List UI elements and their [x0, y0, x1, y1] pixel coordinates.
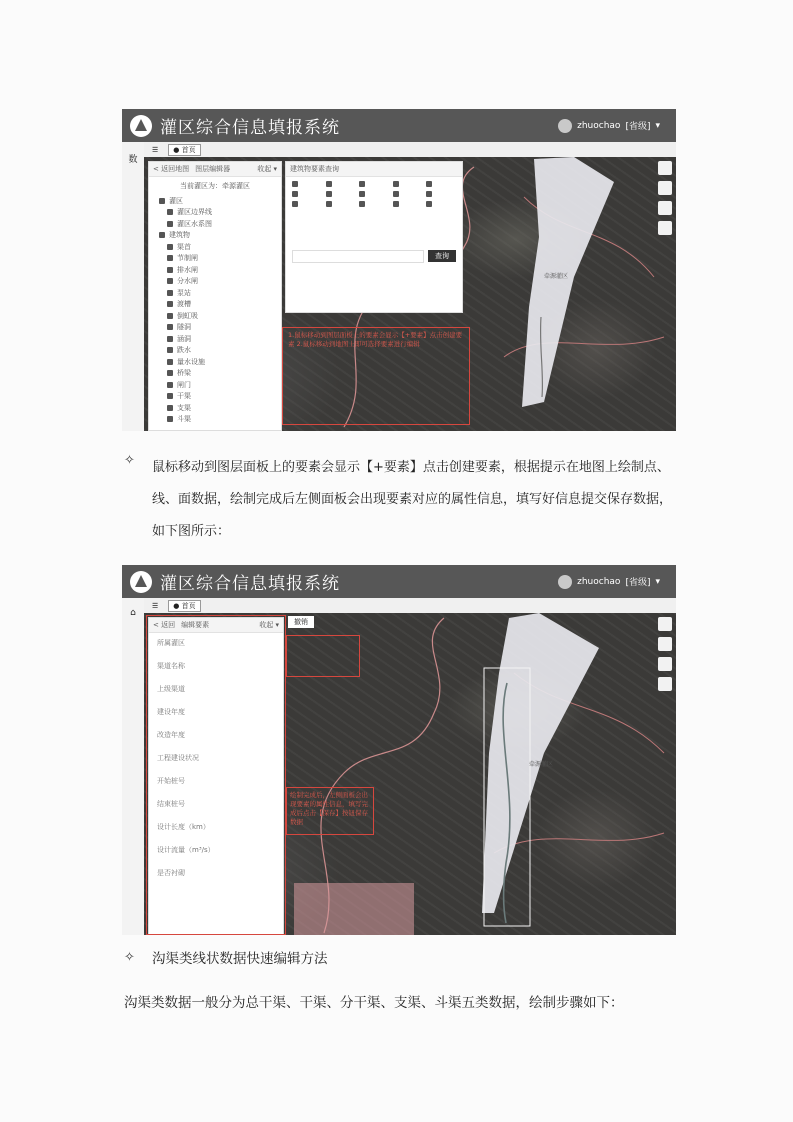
user-role: [省级]: [625, 122, 651, 132]
field-label: 建设年度: [157, 708, 185, 716]
diamond-bullet-icon: ✧: [124, 453, 135, 468]
layer-item[interactable]: 排水闸: [149, 264, 281, 276]
layer-item[interactable]: 建筑物: [149, 230, 281, 242]
current-area: 当前灌区为：牵源灌区: [180, 182, 250, 190]
username: zhuochao: [577, 120, 621, 131]
caption-1: 鼠标移动到图层面板上的要素会显示【+要素】点击创建要素，根据提示在地图上绘制点、线、面数据，绘制完成后左侧面板会出现要素对应的属性信息，填写好信息提交保存数据，如下图所示：: [152, 460, 673, 539]
map-toolbar: [658, 617, 672, 691]
layer-panel-header: [149, 162, 281, 177]
app-header: [122, 109, 676, 142]
annotation-box: [286, 635, 360, 677]
field-label: 改造年度: [157, 731, 185, 739]
layer-item[interactable]: 干渠: [149, 391, 281, 403]
map-area-label: 牵源灌区: [529, 761, 554, 768]
tab-edit-feature[interactable]: 编辑要素: [181, 621, 210, 629]
layer-item[interactable]: 渡槽: [149, 299, 281, 311]
field-label: 工程建设状况: [157, 754, 199, 762]
tab-layer-editor[interactable]: 图层编辑器: [195, 165, 231, 173]
user-menu[interactable]: [558, 575, 660, 589]
collapse-button[interactable]: 收起 ▾: [259, 621, 279, 629]
layer-item[interactable]: 桥梁: [149, 368, 281, 380]
user-role: [省级]: [625, 578, 651, 588]
layer-item[interactable]: 隧洞: [149, 322, 281, 334]
search-button[interactable]: 查询: [428, 250, 456, 262]
back-button[interactable]: < 返回: [153, 621, 176, 629]
left-nav-label: 数: [128, 155, 138, 165]
diamond-bullet-icon: ✧: [124, 950, 135, 965]
section-title: 沟渠类线状数据快速编辑方法: [152, 951, 328, 967]
layer-item[interactable]: 灌区边界线: [149, 207, 281, 219]
checkbox-icon[interactable]: [167, 221, 173, 227]
layers-icon[interactable]: [658, 201, 672, 215]
checkbox-icon[interactable]: [159, 232, 165, 238]
user-menu[interactable]: [558, 119, 660, 133]
feature-type-checkboxes: [286, 177, 462, 211]
collapse-button[interactable]: 收起 ▾: [257, 165, 277, 173]
checkbox-icon[interactable]: [159, 198, 165, 204]
app-header: [122, 565, 676, 598]
globe-icon[interactable]: [658, 617, 672, 631]
layer-item[interactable]: 灌区: [149, 195, 281, 207]
page-tabs: [144, 142, 676, 157]
grid-icon[interactable]: [658, 637, 672, 651]
layers-icon[interactable]: [658, 657, 672, 671]
layer-item[interactable]: 泵站: [149, 287, 281, 299]
annotation-box: [146, 615, 286, 935]
menu-icon[interactable]: ☰: [152, 601, 159, 610]
menu-icon[interactable]: ☰: [152, 145, 159, 154]
layer-item[interactable]: 渠首: [149, 241, 281, 253]
field-label: 所属灌区: [157, 639, 185, 647]
screenshot-edit-feature: [122, 565, 676, 935]
app-title: 灌区综合信息填报系统: [160, 574, 340, 594]
layer-item[interactable]: 跌水: [149, 345, 281, 357]
field-label: 结束桩号: [157, 800, 185, 808]
app-logo-icon: [130, 571, 152, 593]
annotation-text: 绘制完成后，左侧面板会出现要素的属性信息，填写完成后点击【保存】按钮保存数据: [290, 791, 368, 826]
app-logo-icon: [130, 115, 152, 137]
page-tabs: [144, 598, 676, 613]
layer-item[interactable]: 斗渠: [149, 414, 281, 426]
avatar: [558, 575, 572, 589]
search-input[interactable]: [292, 250, 424, 263]
chevron-down-icon: ▾: [655, 120, 660, 131]
screenshot-layer-editor: [122, 109, 676, 431]
field-label: 渠道名称: [157, 662, 185, 670]
pencil-icon[interactable]: [658, 677, 672, 691]
home-icon[interactable]: ⌂: [130, 608, 136, 618]
pencil-icon[interactable]: [658, 221, 672, 235]
left-nav[interactable]: [122, 142, 144, 431]
field-label: 设计流量（m³/s）: [157, 846, 215, 854]
back-to-map-button[interactable]: < 返回地图: [153, 165, 190, 173]
field-label: 设计长度（km）: [157, 823, 210, 831]
layer-item[interactable]: 涵洞: [149, 333, 281, 345]
tab-home[interactable]: ● 首页: [168, 600, 200, 612]
layer-item[interactable]: 灌区水系图: [149, 218, 281, 230]
layer-item[interactable]: 倒虹吸: [149, 310, 281, 322]
irrigation-area-polygon: [522, 157, 614, 407]
layer-item[interactable]: 闸门: [149, 379, 281, 391]
field-label: 上级渠道: [157, 685, 185, 693]
layer-item[interactable]: 节制闸: [149, 253, 281, 265]
avatar: [558, 119, 572, 133]
app-title: 灌区综合信息填报系统: [160, 118, 340, 138]
search-panel-title: 建筑物要素查询: [286, 162, 462, 177]
feature-search-panel: [285, 161, 463, 313]
chevron-down-icon: ▾: [655, 576, 660, 587]
layer-item[interactable]: 分水闸: [149, 276, 281, 288]
layer-item[interactable]: 支渠: [149, 402, 281, 414]
grid-icon[interactable]: [658, 181, 672, 195]
undo-button[interactable]: 撤销: [288, 616, 314, 628]
globe-icon[interactable]: [658, 161, 672, 175]
field-label: 开始桩号: [157, 777, 185, 785]
field-label: 是否衬砌: [157, 869, 185, 877]
layer-panel: [148, 161, 282, 431]
annotation-text: 1.鼠标移动到图层面板上的要素会显示【+要素】点击创建要素 2.鼠标移动到地图上即可选择要素进行编辑: [288, 331, 463, 348]
checkbox-icon[interactable]: [167, 209, 173, 215]
username: zhuochao: [577, 576, 621, 587]
left-nav[interactable]: [122, 598, 144, 935]
body-text: 沟渠类数据一般分为总干渠、干渠、分干渠、支渠、斗渠五类数据，绘制步骤如下：: [124, 995, 624, 1011]
tab-home[interactable]: ● 首页: [168, 144, 200, 156]
layer-item[interactable]: 量水设施: [149, 356, 281, 368]
map-area-label: 牵源灌区: [544, 273, 569, 280]
map-toolbar: [658, 161, 672, 235]
